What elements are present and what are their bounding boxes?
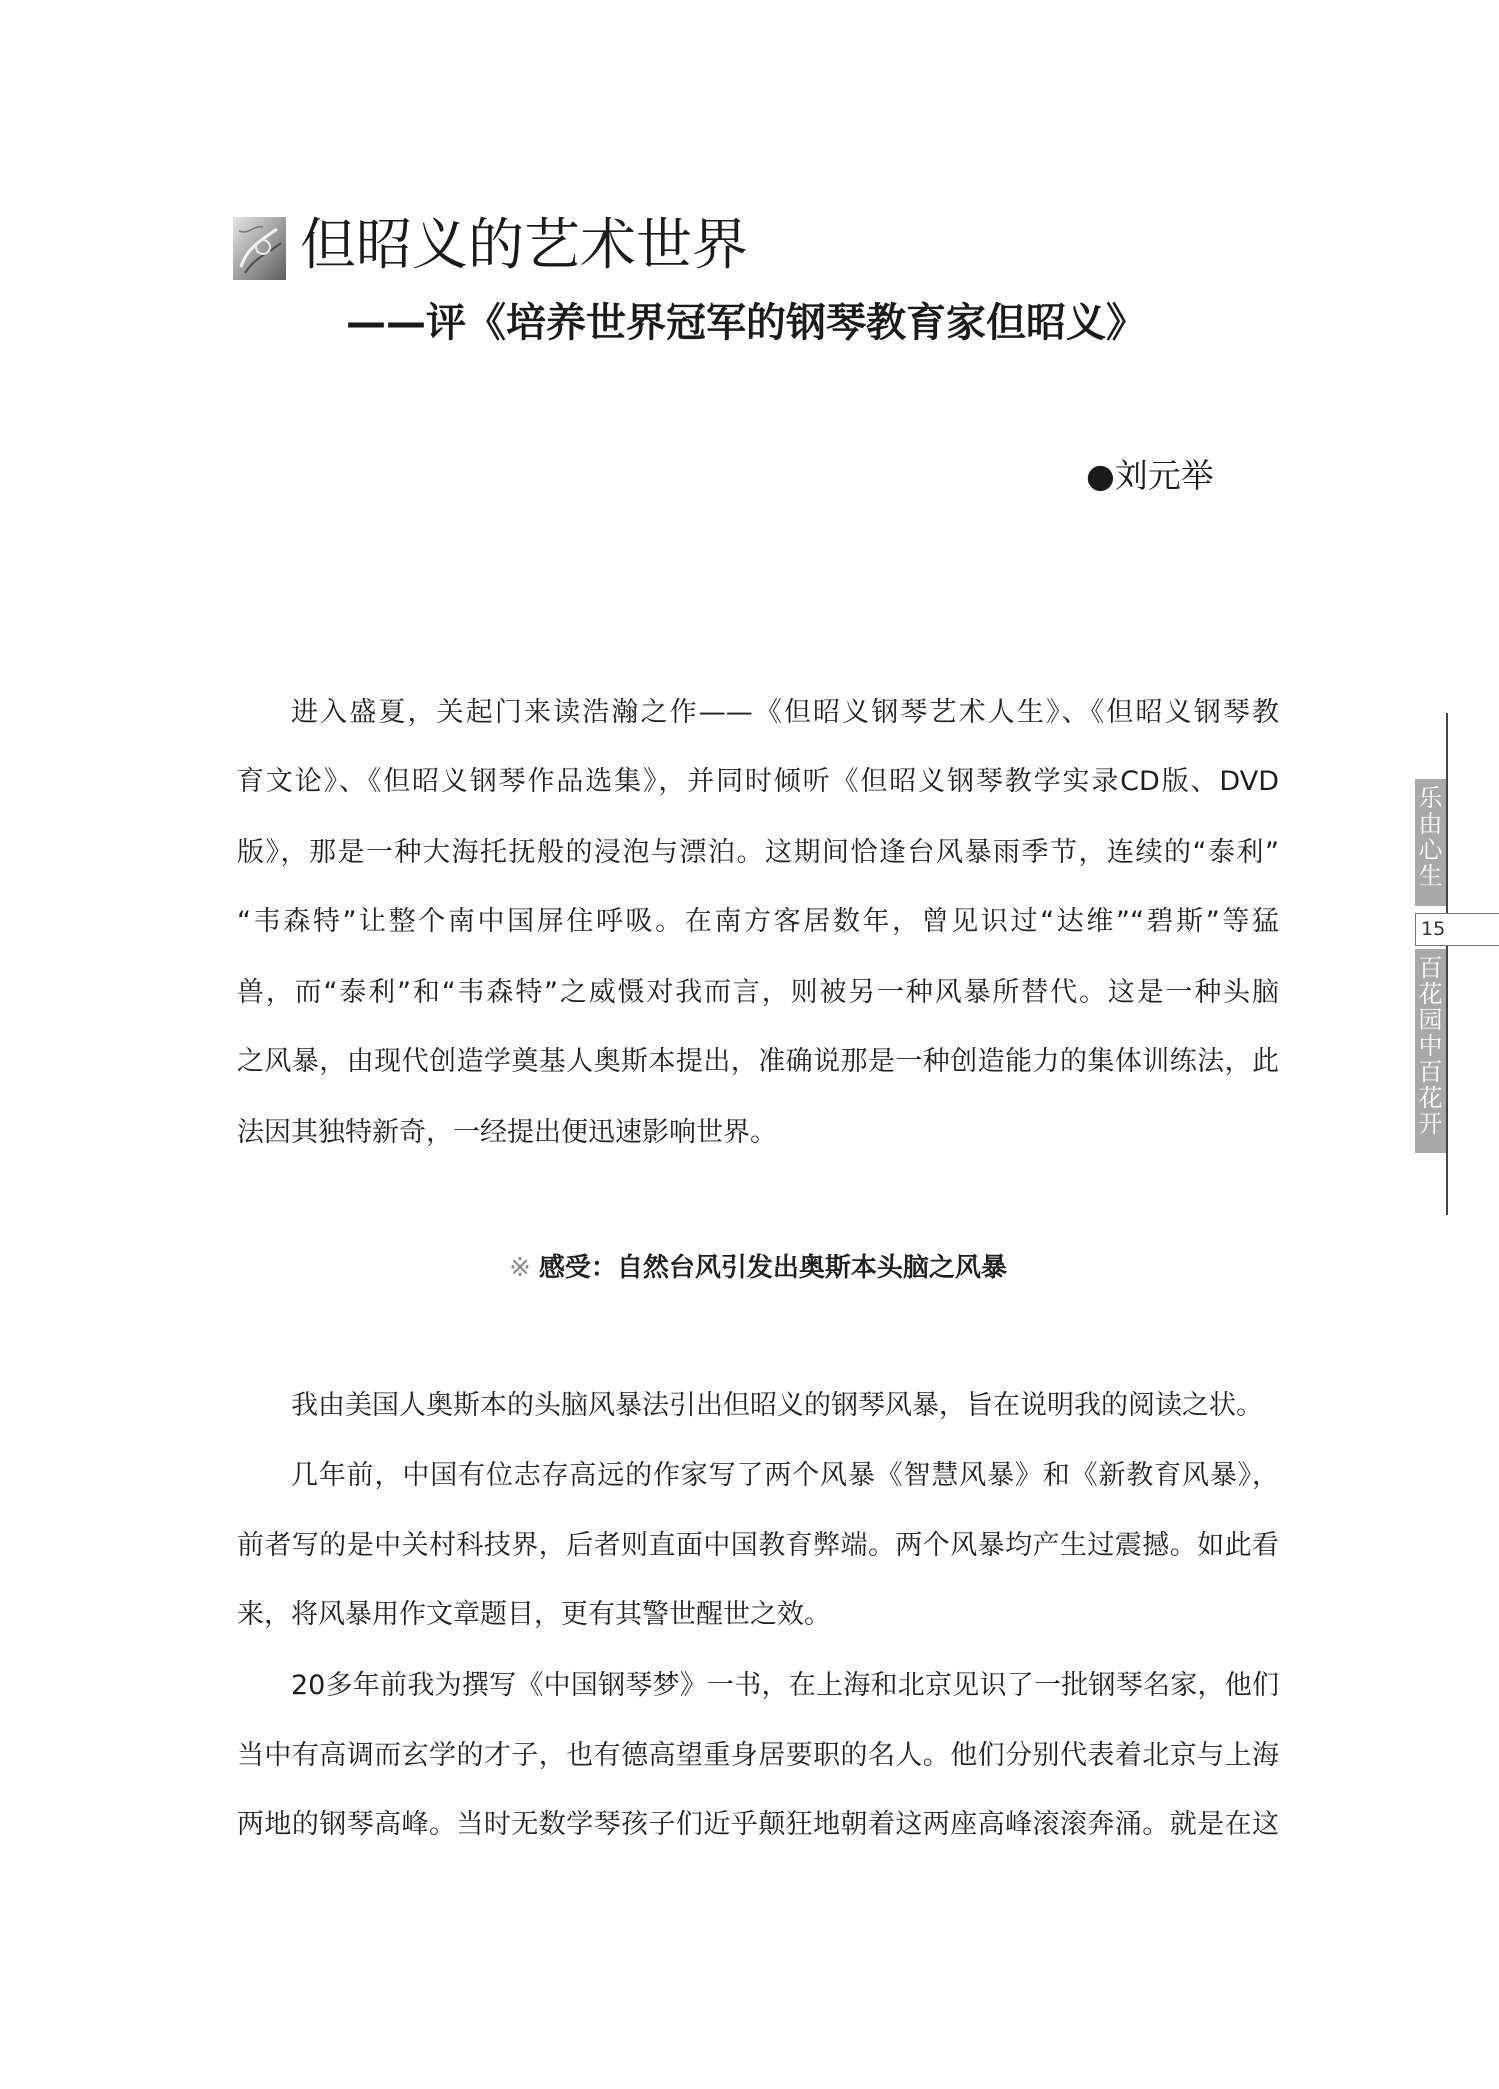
body-line: 当中有高调而玄学的才子，也有德高望重身居要职的名人。他们分别代表着北京与上海: [237, 1740, 1279, 1771]
author-byline: [1086, 455, 1214, 497]
section-heading-marker: ※: [509, 1253, 531, 1283]
body-line: “韦森特”让整个南中国屏住呼吸。在南方客居数年，曾见识过“达维”“碧斯”等猛: [237, 906, 1279, 937]
side-tab-column-text: 百花园中百花开: [1414, 955, 1442, 1137]
author-name: 刘元举: [1114, 456, 1214, 495]
side-tab-column-label: [1415, 949, 1446, 1153]
body-line: 几年前，中国有位志存高远的作家写了两个风暴《智慧风暴》和《新教育风暴》，: [291, 1460, 1279, 1491]
body-line: 前者写的是中关村科技界，后者则直面中国教育弊端。两个风暴均产生过震撼。如此看: [237, 1530, 1279, 1561]
section-heading: [237, 1249, 1279, 1287]
body-line: 育文论》、《但昭义钢琴作品选集》，并同时倾听《但昭义钢琴教学实录CD版、DVD: [237, 766, 1279, 797]
side-tab-section-text: 乐由心生: [1414, 785, 1442, 889]
body-line: 法因其独特新奇，一经提出便迅速影响世界。: [237, 1117, 777, 1148]
body-line: 版》，那是一种大海托抚般的浸泡与漂泊。这期间恰逢台风暴雨季节，连续的“泰利”: [237, 837, 1279, 868]
article-subtitle: ——评《培养世界冠军的钢琴教育家但昭义》: [346, 300, 1146, 346]
body-line: 我由美国人奥斯本的头脑风暴法引出但昭义的钢琴风暴，旨在说明我的阅读之状。: [291, 1390, 1263, 1421]
body-line: 20多年前我为撰写《中国钢琴梦》一书，在上海和北京见识了一批钢琴名家，他们: [291, 1670, 1279, 1701]
author-marker: ●: [1086, 456, 1115, 495]
decorative-ornament-icon: [233, 217, 286, 280]
body-line: 兽，而“泰利”和“韦森特”之威慑对我而言，则被另一种风暴所替代。这是一种头脑: [237, 977, 1279, 1008]
article-title: 但昭义的艺术世界: [300, 213, 748, 278]
body-line: 来，将风暴用作文章题目，更有其警世醒世之效。: [237, 1599, 831, 1630]
body-line: 两地的钢琴高峰。当时无数学琴孩子们近乎颠狂地朝着这两座高峰滚滚奔涌。就是在这: [237, 1809, 1279, 1840]
page-number: 15: [1415, 913, 1499, 946]
side-tab-section-label: [1415, 779, 1446, 906]
side-tab-rule: [1446, 713, 1448, 1215]
body-line: 进入盛夏，关起门来读浩瀚之作——《但昭义钢琴艺术人生》、《但昭义钢琴教: [291, 697, 1279, 728]
body-line: 之风暴，由现代创造学奠基人奥斯本提出，准确说那是一种创造能力的集体训练法，此: [237, 1046, 1279, 1077]
section-heading-text: 感受：自然台风引发出奥斯本头脑之风暴: [538, 1253, 1007, 1283]
